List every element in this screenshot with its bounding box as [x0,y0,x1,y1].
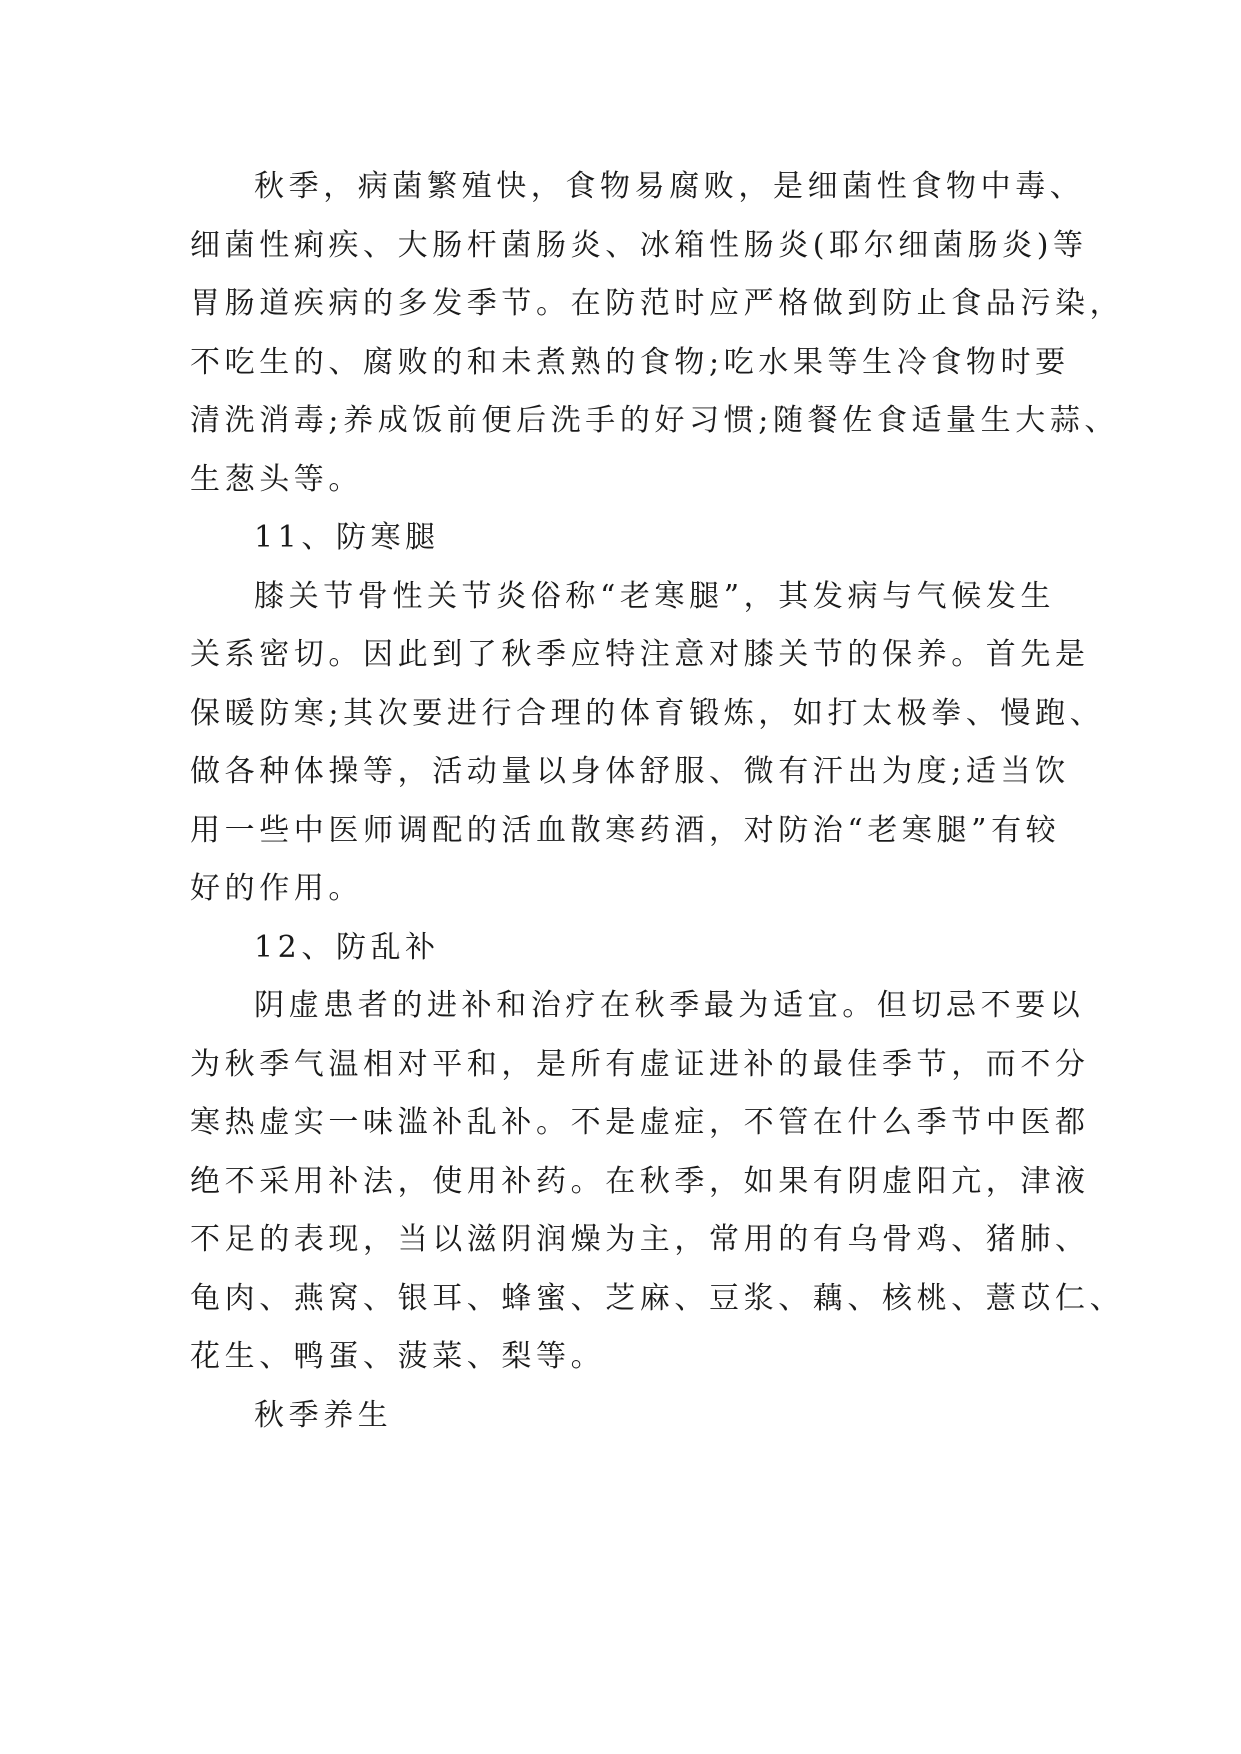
paragraph-supplement [190,977,1125,1387]
text-line: 做各种体操等，活动量以身体舒服、微有汗出为度;适当饮 [190,754,1070,789]
section-heading-11: 11、防寒腿 [254,520,440,555]
text-line: 清洗消毒;养成饭前便后洗手的好习惯;随餐佐食适量生大蒜、 [190,403,1120,438]
text-line: 用一些中医师调配的活血散寒药酒，对防治“老寒腿”有较 [190,812,1061,848]
paragraph-cold-leg [190,568,1105,919]
text-line: 保暖防寒;其次要进行合理的体育锻炼，如打太极拳、慢跑、 [190,695,1105,731]
section-heading-12: 12、防乱补 [254,929,440,965]
text-line: 生葱头等。 [190,461,363,497]
text-line: 龟肉、燕窝、银耳、蜂蜜、芝麻、豆浆、藕、核桃、薏苡仁、 [190,1280,1125,1316]
text-line: 花生、鸭蛋、菠菜、梨等。 [190,1339,606,1374]
text-line: 膝关节骨性关节炎俗称“老寒腿”，其发病与气候发生 [254,578,1056,614]
paragraph-food-hygiene [190,158,1125,509]
text-line: 阴虚患者的进补和治疗在秋季最为适宜。但切忌不要以 [254,988,1085,1023]
text-line: 胃肠道疾病的多发季节。在防范时应严格做到防止食品污染， [190,286,1125,321]
text-line: 不足的表现，当以滋阴润燥为主，常用的有乌骨鸡、猪肺、 [190,1222,1090,1257]
text-line: 秋季，病菌繁殖快，食物易腐败，是细菌性食物中毒、 [254,169,1085,204]
text-line: 细菌性痢疾、大肠杆菌肠炎、冰箱性肠炎(耶尔细菌肠炎)等 [190,227,1088,263]
closing-heading: 秋季养生 [254,1397,393,1433]
text-line: 寒热虚实一味滥补乱补。不是虚症，不管在什么季节中医都 [190,1105,1090,1140]
text-line: 为秋季气温相对平和，是所有虚证进补的最佳季节，而不分 [190,1046,1090,1082]
text-line: 不吃生的、腐败的和未煮熟的食物;吃水果等生冷食物时要 [190,344,1070,380]
text-line: 绝不采用补法，使用补药。在秋季，如果有阴虚阳亢，津液 [190,1163,1090,1199]
document-body [190,158,1125,1445]
text-line: 关系密切。因此到了秋季应特注意对膝关节的保养。首先是 [190,637,1090,672]
text-line: 好的作用。 [190,871,363,906]
